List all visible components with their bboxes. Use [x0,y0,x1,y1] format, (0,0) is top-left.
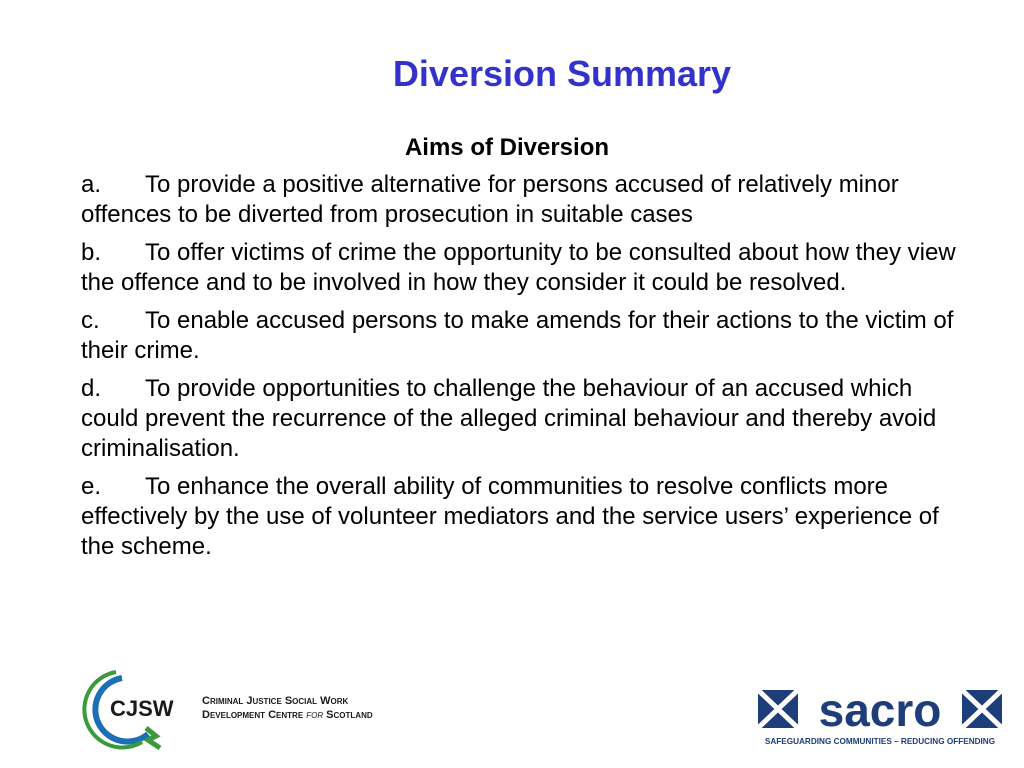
slide-title: Diversion Summary [392,53,732,94]
cjsw-line1-text: Criminal Justice Social Work [202,695,349,707]
aim-item-e [81,472,971,562]
aim-item-d [81,374,971,464]
aim-text: To enable accused persons to make amends for their actions to the victim of their crime. [81,307,954,364]
aim-text: To enhance the overall ability of communities to resolve conflicts more effectively by the use of volunteer mediators and the service users’ experience of the scheme. [81,473,939,560]
cjsw-logo [82,668,402,750]
cjsw-line2-a: Development Centre [202,709,307,721]
aim-letter: d. [81,375,102,402]
aim-text: To offer victims of crime the opportunity to be consulted about how they view the offence and to be involved in how they consider it could be resolved. [81,239,956,296]
aim-item-c [81,306,971,366]
cjsw-line2-for: for [306,709,324,721]
saltire-left-icon [758,690,798,728]
cjsw-abbr: CJSW [110,696,174,721]
sacro-logo [758,688,1002,748]
sacro-wordmark: sacro [818,688,942,736]
aim-letter: c. [81,307,100,334]
aim-letter: b. [81,239,102,266]
section-subtitle: Aims of Diversion [404,134,610,161]
saltire-right-icon [962,690,1002,728]
aim-letter: a. [81,171,102,198]
cjsw-arrow [146,728,160,748]
aims-list [81,170,971,570]
aim-item-b [81,238,971,298]
aim-item-a [81,170,971,230]
aim-text: To provide opportunities to challenge the behaviour of an accused which could prevent the recurrence of the alleged criminal behaviour and thereby avoid criminalisation. [81,375,937,462]
cjsw-line1 [202,695,349,707]
cjsw-line2-b: Scotland [323,709,373,721]
cjsw-line2 [202,709,373,721]
aim-text: To provide a positive alternative for persons accused of relatively minor offences to be diverted from prosecution in suitable cases [81,171,899,228]
sacro-tagline: SAFEGUARDING COMMUNITIES – REDUCING OFFENDING [764,737,996,746]
aim-letter: e. [81,473,102,500]
